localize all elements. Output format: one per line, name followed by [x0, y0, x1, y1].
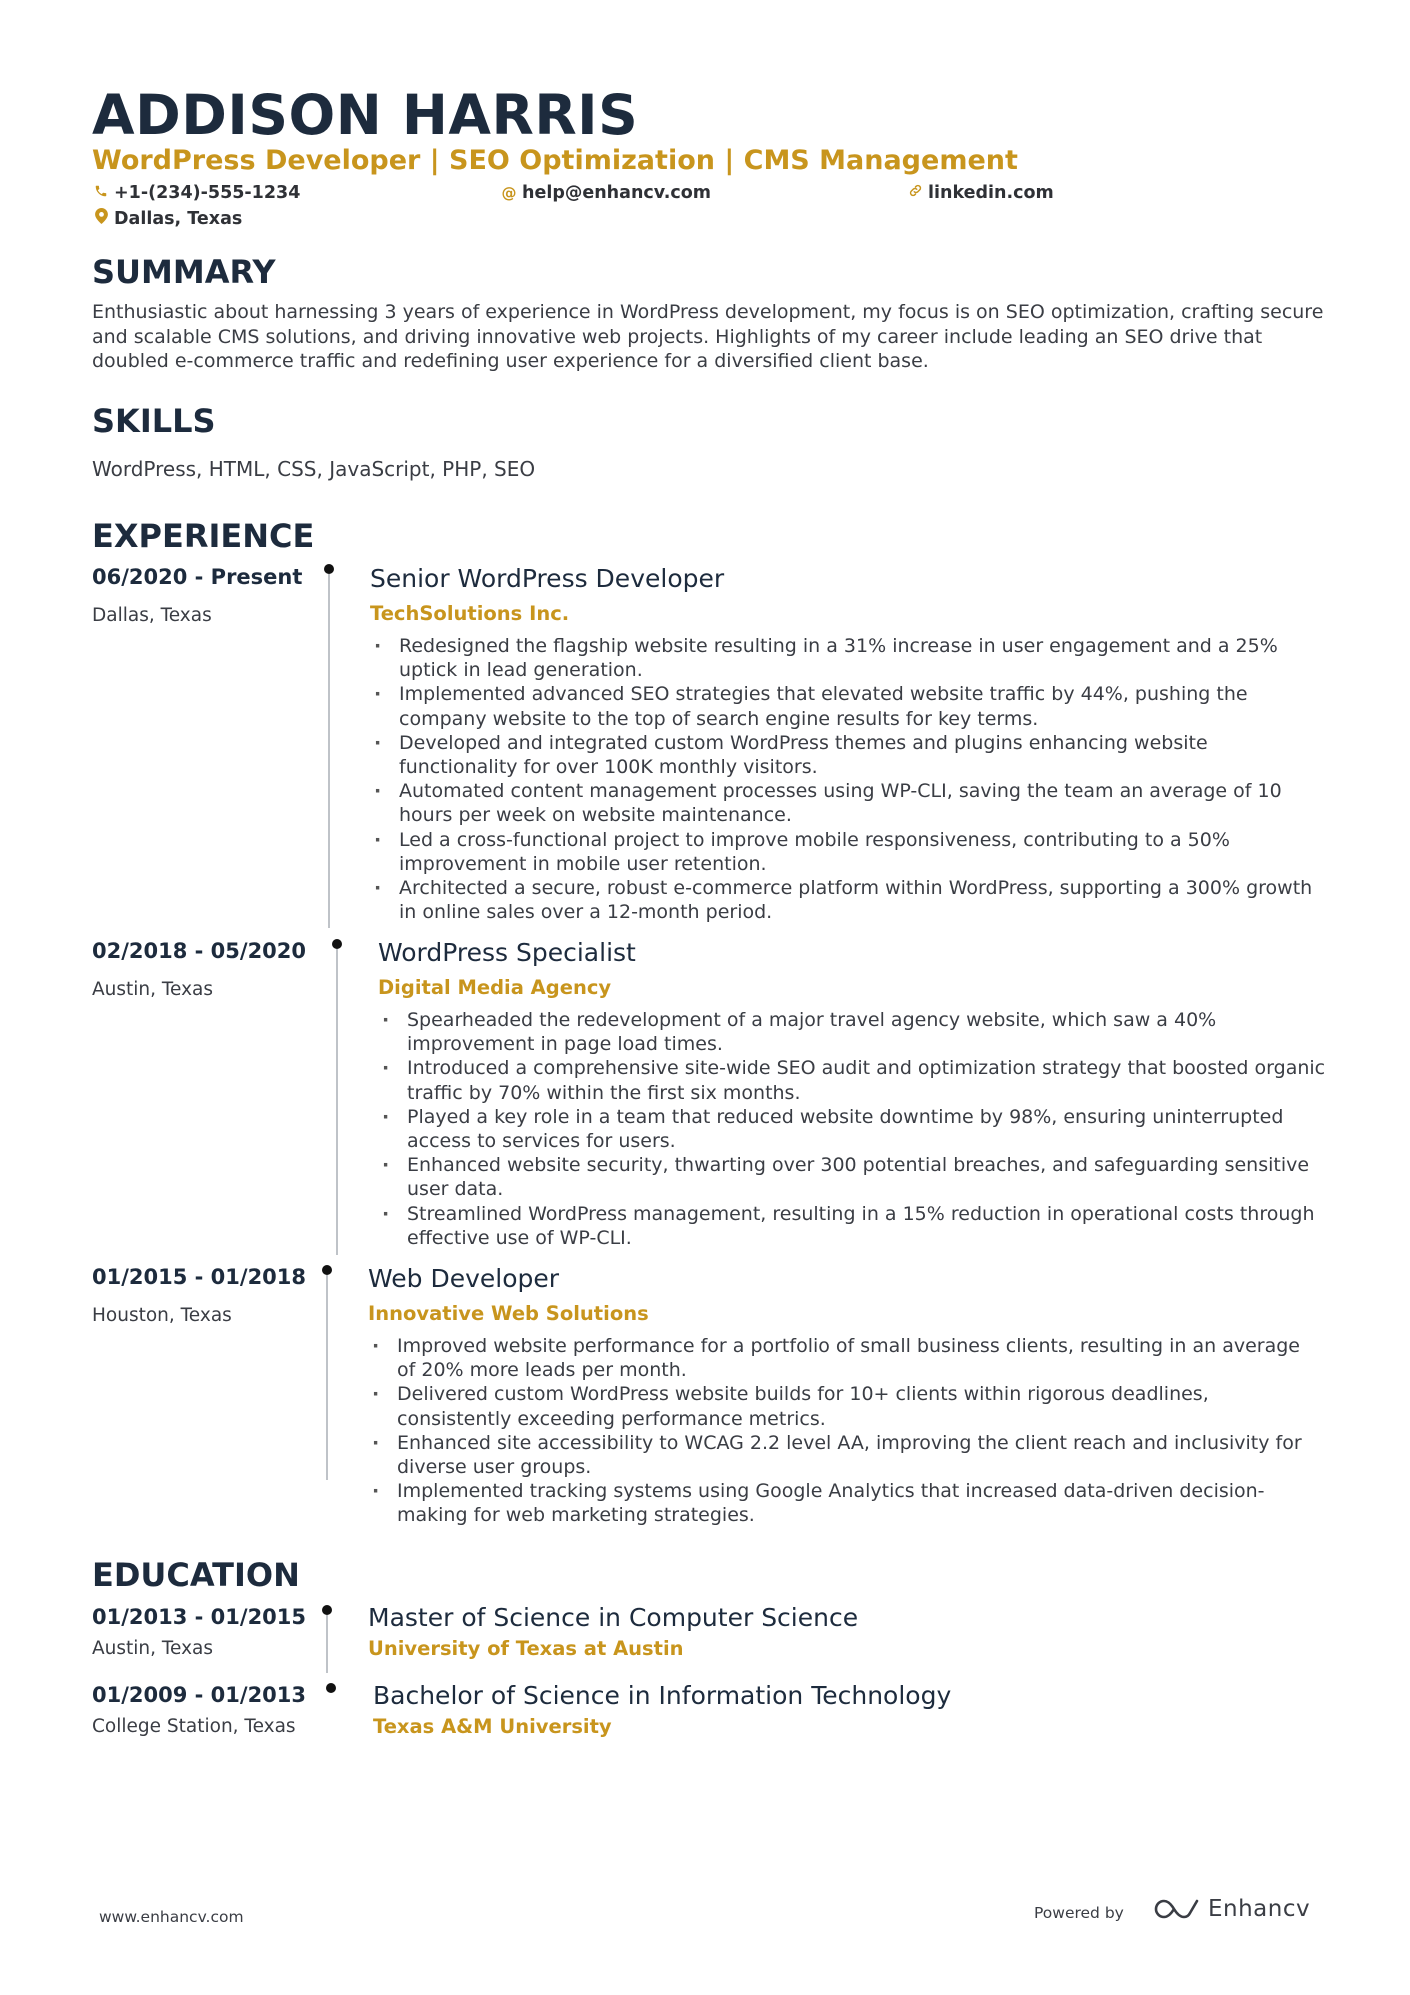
experience-title: EXPERIENCE: [92, 517, 315, 555]
list-item: · Delivered custom WordPress website builds for 10+ clients within rigorous deadlines, consistently exceeding performance metrics.: [368, 1382, 1323, 1430]
list-item: · Streamlined WordPress management, resulting in a 15% reduction in operational costs through effective use of WP-CLI.: [378, 1202, 1333, 1250]
list-item: · Implemented advanced SEO strategies that elevated website traffic by 44%, pushing the company website to the top of search engine results for key terms.: [370, 682, 1325, 730]
timeline-line: [328, 574, 330, 928]
location-text: Dallas, Texas: [114, 209, 243, 229]
list-item: · Introduced a comprehensive site-wide SEO audit and optimization strategy that boosted organic traffic by 70% within the first six months.: [378, 1056, 1333, 1104]
school-name: University of Texas at Austin: [368, 1637, 684, 1660]
contact-linkedin[interactable]: [906, 182, 1054, 204]
brand-name: Enhancv: [1208, 1896, 1311, 1922]
link-icon: [906, 182, 924, 204]
location-pin-icon: [92, 208, 110, 230]
education-title: EDUCATION: [92, 1556, 300, 1594]
job-bullets: [368, 1334, 1323, 1528]
candidate-name: ADDISON HARRIS: [92, 83, 639, 147]
job-dates: 06/2020 - Present: [92, 565, 303, 589]
job-location: Houston, Texas: [92, 1305, 232, 1326]
phone-icon: [92, 182, 110, 204]
summary-text: Enthusiastic about harnessing 3 years of experience in WordPress development, my focus is on SEO optimization, crafting secure and scalable CMS solutions, and driving innovative web projects. Highlights of my career include leading an SEO drive that doubled e-commerce traffic and redefining user experience for a diversified client base.: [92, 301, 1324, 372]
timeline-line: [336, 949, 338, 1255]
job-title: Senior WordPress Developer: [370, 564, 725, 593]
timeline-dot: [324, 564, 334, 574]
contact-location: [92, 208, 242, 230]
list-item: · Developed and integrated custom WordPress themes and plugins enhancing website functionality for over 100K monthly visitors.: [370, 731, 1325, 779]
job-bullets: [378, 1008, 1333, 1250]
brand-logo[interactable]: [1152, 1892, 1310, 1926]
degree-title: Master of Science in Computer Science: [368, 1603, 859, 1632]
job-dates: 01/2015 - 01/2018: [92, 1265, 307, 1289]
job-company: Innovative Web Solutions: [368, 1302, 649, 1325]
list-item: · Enhanced website security, thwarting over 300 potential breaches, and safeguarding sensitive user data.: [378, 1153, 1333, 1201]
summary-title: SUMMARY: [92, 253, 276, 291]
skills-list: WordPress, HTML, CSS, JavaScript, PHP, SEO: [92, 457, 536, 481]
phone-text: +1-(234)-555-1234: [114, 183, 301, 203]
list-item: · Automated content management processes using WP-CLI, saving the team an average of 10 hours per week on website maintenance.: [370, 779, 1325, 827]
job-title: Web Developer: [368, 1264, 560, 1293]
footer-url[interactable]: www.enhancv.com: [99, 1908, 244, 1926]
job-company: Digital Media Agency: [378, 976, 612, 999]
list-item: · Redesigned the flagship website resulting in a 31% increase in user engagement and a 25% uptick in lead generation.: [370, 634, 1325, 682]
list-item: · Improved website performance for a portfolio of small business clients, resulting in an average of 20% more leads per month.: [368, 1334, 1323, 1382]
linkedin-text: linkedin.com: [928, 183, 1054, 203]
list-item: · Led a cross-functional project to improve mobile responsiveness, contributing to a 50% improvement in mobile user retention.: [370, 828, 1325, 876]
list-item: · Implemented tracking systems using Google Analytics that increased data-driven decision-making for web marketing strategies.: [368, 1479, 1323, 1527]
education-dates: 01/2013 - 01/2015: [92, 1605, 307, 1629]
job-dates: 02/2018 - 05/2020: [92, 939, 307, 963]
job-bullets: [370, 634, 1325, 924]
timeline-line: [326, 1615, 328, 1673]
timeline-dot: [332, 939, 342, 949]
degree-title: Bachelor of Science in Information Technology: [373, 1681, 952, 1710]
contact-email[interactable]: [500, 182, 711, 204]
powered-by-label: Powered by: [1034, 1904, 1124, 1922]
contact-phone[interactable]: [92, 182, 300, 204]
skills-title: SKILLS: [92, 402, 216, 440]
job-company: TechSolutions Inc.: [370, 602, 570, 625]
list-item: · Enhanced site accessibility to WCAG 2.2 level AA, improving the client reach and inclusivity for diverse user groups.: [368, 1431, 1323, 1479]
education-dates: 01/2009 - 01/2013: [92, 1683, 307, 1707]
school-name: Texas A&M University: [373, 1715, 612, 1738]
job-location: Austin, Texas: [92, 979, 214, 1000]
timeline-dot: [322, 1265, 332, 1275]
email-text: help@enhancv.com: [522, 183, 712, 203]
candidate-tagline: WordPress Developer | SEO Optimization | CMS Management: [92, 145, 1018, 176]
at-icon: @: [501, 184, 517, 202]
education-location: Austin, Texas: [92, 1638, 214, 1659]
timeline-dot: [326, 1683, 336, 1693]
job-location: Dallas, Texas: [92, 605, 212, 626]
timeline-dot: [322, 1605, 332, 1615]
list-item: · Spearheaded the redevelopment of a major travel agency website, which saw a 40% improvement in page load times.: [378, 1008, 1333, 1056]
job-title: WordPress Specialist: [378, 938, 636, 967]
education-location: College Station, Texas: [92, 1716, 296, 1737]
enhancv-logo-icon: [1152, 1896, 1200, 1922]
timeline-line: [326, 1275, 328, 1480]
list-item: · Architected a secure, robust e-commerce platform within WordPress, supporting a 300% growth in online sales over a 12-month period.: [370, 876, 1325, 924]
list-item: · Played a key role in a team that reduced website downtime by 98%, ensuring uninterrupted access to services for users.: [378, 1105, 1333, 1153]
